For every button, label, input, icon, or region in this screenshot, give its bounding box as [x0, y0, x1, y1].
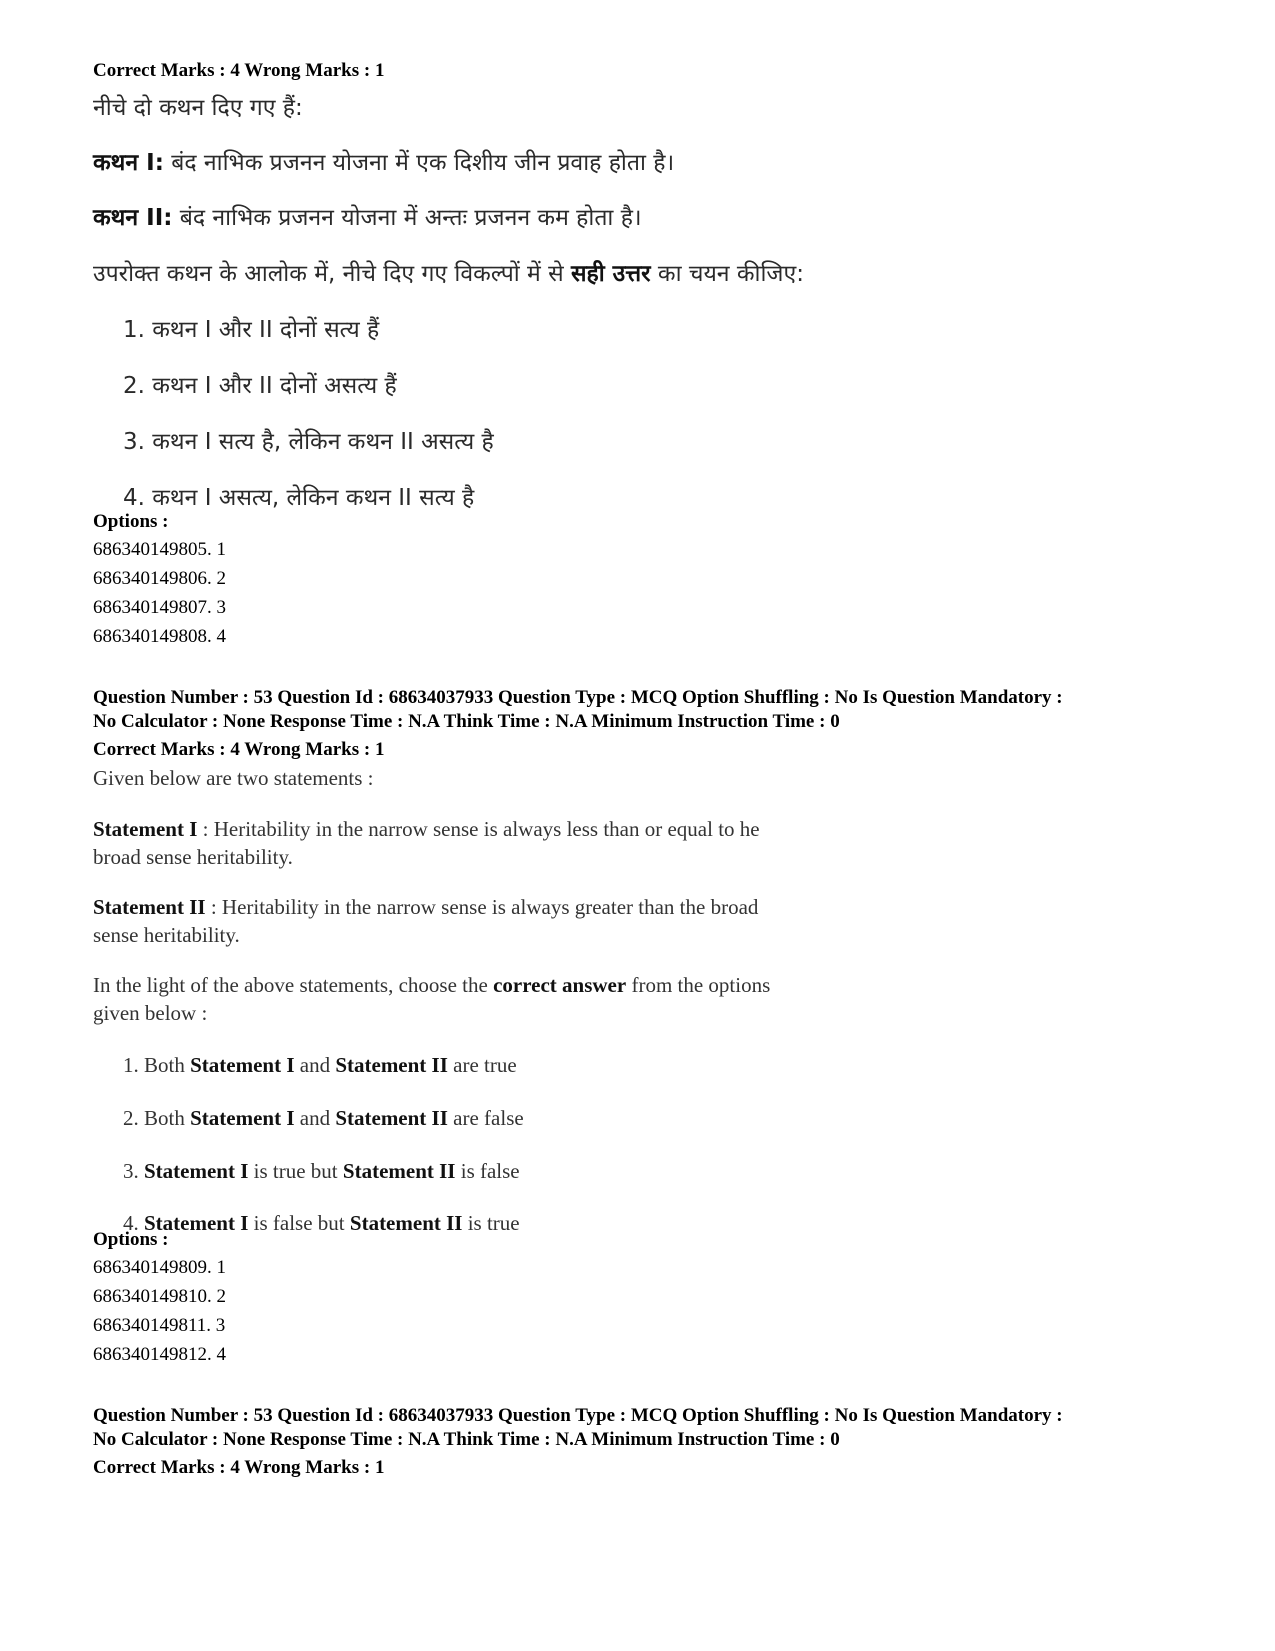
- option-id-1: 686340149805. 1: [93, 539, 226, 560]
- choice-bold: Statement II: [342, 1159, 456, 1183]
- prompt-emphasis: correct answer: [493, 973, 627, 997]
- question-header-line-2: No Calculator : None Response Time : N.A Think Time : N.A Minimum Instruction Time : 0: [93, 711, 840, 732]
- choice-bold: Statement I: [144, 1159, 249, 1183]
- choice-bold: Statement I: [144, 1211, 249, 1235]
- statement-2-continued: sense heritability.: [93, 923, 240, 947]
- choice-4: 4. कथन I असत्य, लेकिन कथन II सत्य है: [123, 485, 475, 511]
- choice-1: [123, 1051, 517, 1079]
- choice-2: 2. कथन I और II दोनों असत्य हैं: [123, 373, 397, 399]
- choice-text: is true but: [248, 1159, 343, 1183]
- option-id-2: 686340149806. 2: [93, 568, 226, 589]
- choice-text: 2. Both: [123, 1106, 191, 1130]
- prompt-text-end: from the options: [626, 973, 771, 997]
- prompt-text: In the light of the above statements, choose the: [93, 973, 494, 997]
- statement-1-text: बंद नाभिक प्रजनन योजना में एक दिशीय जीन प्रवाह होता है।: [163, 150, 675, 176]
- statement-1-text: : Heritability in the narrow sense is always less than or equal to he: [197, 817, 760, 841]
- statement-2: [93, 893, 758, 921]
- statement-2-text: बंद नाभिक प्रजनन योजना में अन्तः प्रजनन कम होता है।: [172, 205, 642, 231]
- choice-text: 4.: [123, 1211, 144, 1235]
- question-intro: Given below are two statements :: [93, 766, 374, 790]
- option-id-1: 686340149809. 1: [93, 1257, 226, 1278]
- option-id-4: 686340149812. 4: [93, 1344, 226, 1365]
- choice-text: is false: [455, 1159, 520, 1183]
- choice-3: [123, 1157, 520, 1185]
- choice-text: and: [294, 1053, 336, 1077]
- marks-line: Correct Marks : 4 Wrong Marks : 1: [93, 1457, 385, 1478]
- marks-line: Correct Marks : 4 Wrong Marks : 1: [93, 739, 385, 760]
- choice-4: [123, 1209, 520, 1237]
- choice-1: 1. कथन I और II दोनों सत्य हैं: [123, 317, 380, 343]
- choice-bold: Statement II: [349, 1211, 463, 1235]
- statement-2-label: Statement II: [93, 895, 206, 919]
- statement-2: [93, 200, 642, 232]
- statement-1-label: कथन I:: [93, 150, 164, 176]
- statement-2-label: कथन II:: [93, 205, 173, 231]
- options-label: Options :: [93, 1229, 169, 1250]
- question-header-line-1: Question Number : 53 Question Id : 68634037933 Question Type : MCQ Option Shuffling : No Is Question Mandatory :: [93, 687, 1063, 708]
- question-header-line-1: Question Number : 53 Question Id : 68634037933 Question Type : MCQ Option Shuffling : No Is Question Mandatory :: [93, 1405, 1063, 1426]
- question-prompt: [93, 971, 770, 999]
- choice-text: is true: [462, 1211, 520, 1235]
- choice-text: is false but: [248, 1211, 350, 1235]
- prompt-text-end: का चयन कीजिए:: [650, 261, 804, 287]
- choice-bold: Statement I: [190, 1106, 295, 1130]
- statement-1: [93, 815, 760, 843]
- option-id-3: 686340149811. 3: [93, 1315, 226, 1336]
- choice-text: and: [294, 1106, 336, 1130]
- prompt-text: उपरोक्त कथन के आलोक में, नीचे दिए गए विकल्पों में से: [93, 261, 571, 287]
- choice-bold: Statement I: [190, 1053, 295, 1077]
- choice-text: are false: [447, 1106, 524, 1130]
- option-id-3: 686340149807. 3: [93, 597, 226, 618]
- question-prompt: [93, 256, 804, 288]
- option-id-2: 686340149810. 2: [93, 1286, 226, 1307]
- prompt-emphasis: सही उत्तर: [570, 261, 651, 287]
- choice-2: [123, 1104, 524, 1132]
- statement-1: [93, 145, 674, 177]
- statement-1-label: Statement I: [93, 817, 198, 841]
- choice-text: are true: [447, 1053, 517, 1077]
- statement-2-text: : Heritability in the narrow sense is always greater than the broad: [205, 895, 759, 919]
- question-intro: नीचे दो कथन दिए गए हैं:: [93, 95, 303, 121]
- question-header-line-2: No Calculator : None Response Time : N.A Think Time : N.A Minimum Instruction Time : 0: [93, 1429, 840, 1450]
- choice-3: 3. कथन I सत्य है, लेकिन कथन II असत्य है: [123, 429, 494, 455]
- choice-text: 3.: [123, 1159, 144, 1183]
- choice-text: 1. Both: [123, 1053, 191, 1077]
- question-prompt-continued: given below :: [93, 1001, 208, 1025]
- options-label: Options :: [93, 511, 169, 532]
- choice-bold: Statement II: [335, 1053, 448, 1077]
- option-id-4: 686340149808. 4: [93, 626, 226, 647]
- choice-bold: Statement II: [335, 1106, 448, 1130]
- statement-1-continued: broad sense heritability.: [93, 845, 293, 869]
- marks-line: Correct Marks : 4 Wrong Marks : 1: [93, 60, 385, 81]
